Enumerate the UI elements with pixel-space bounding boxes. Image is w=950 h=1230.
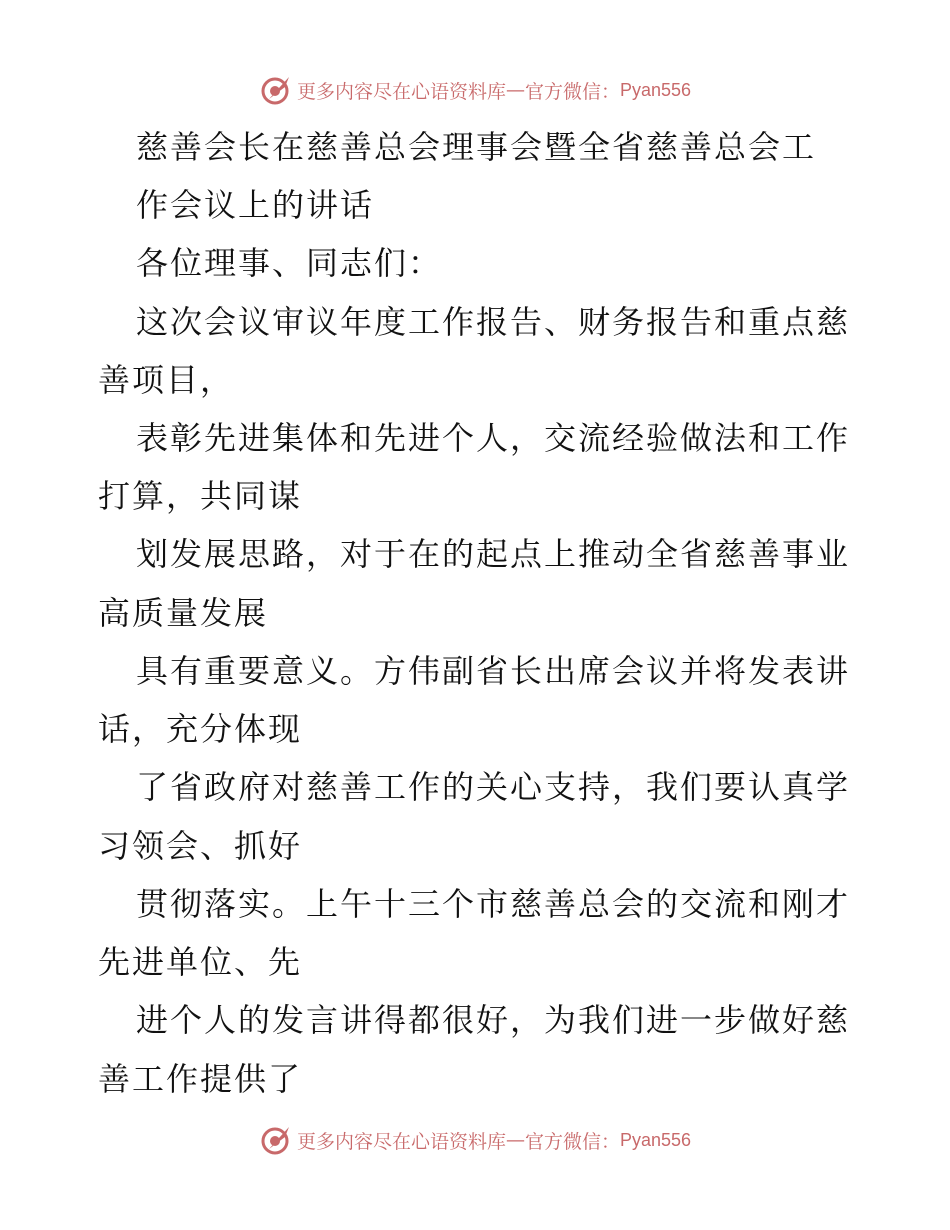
paragraph-line: 打算，共同谋 [98, 477, 303, 515]
quill-seal-icon [259, 1123, 293, 1157]
watermark-wechat-id: Pyan556 [619, 79, 692, 100]
title-line-2: 作会议上的讲话 [136, 186, 375, 224]
paragraph-line: 进个人的发言讲得都很好，为我们进一步做好慈 [136, 1001, 851, 1039]
paragraph-line: 具有重要意义。方伟副省长出席会议并将发表讲 [136, 652, 851, 690]
salutation: 各位理事、同志们： [136, 244, 443, 282]
watermark-dash: — [505, 1129, 525, 1151]
footer-watermark [0, 1120, 950, 1160]
paragraph-line: 话，充分体现 [98, 710, 303, 748]
watermark-text: 更多内容尽在心语资料库 [296, 1130, 506, 1153]
watermark-wechat-label: 官方微信： [524, 80, 620, 103]
watermark-dash: — [505, 79, 525, 101]
paragraph-line: 贯彻落实。上午十三个市慈善总会的交流和刚才 [136, 885, 851, 923]
quill-seal-icon [259, 73, 293, 107]
paragraph-line: 这次会议审议年度工作报告、财务报告和重点慈 [136, 303, 851, 341]
paragraph-line: 习领会、抓好 [98, 827, 303, 865]
paragraph-line: 表彰先进集体和先进个人，交流经验做法和工作 [136, 419, 851, 457]
paragraph-line: 高质量发展 [98, 594, 269, 632]
title-line-1: 慈善会长在慈善总会理事会暨全省慈善总会工 [136, 128, 817, 166]
watermark-wechat-id: Pyan556 [619, 1129, 692, 1150]
paragraph-line: 善工作提供了 [98, 1060, 303, 1098]
paragraph-line: 先进单位、先 [98, 943, 303, 981]
watermark-wechat-label: 官方微信： [524, 1130, 620, 1153]
paragraph-line: 善项目， [98, 361, 235, 399]
header-watermark [0, 70, 950, 110]
paragraph-line: 划发展思路，对于在的起点上推动全省慈善事业 [136, 535, 851, 573]
watermark-text: 更多内容尽在心语资料库 [296, 80, 506, 103]
paragraph-line: 了省政府对慈善工作的关心支持，我们要认真学 [136, 768, 851, 806]
